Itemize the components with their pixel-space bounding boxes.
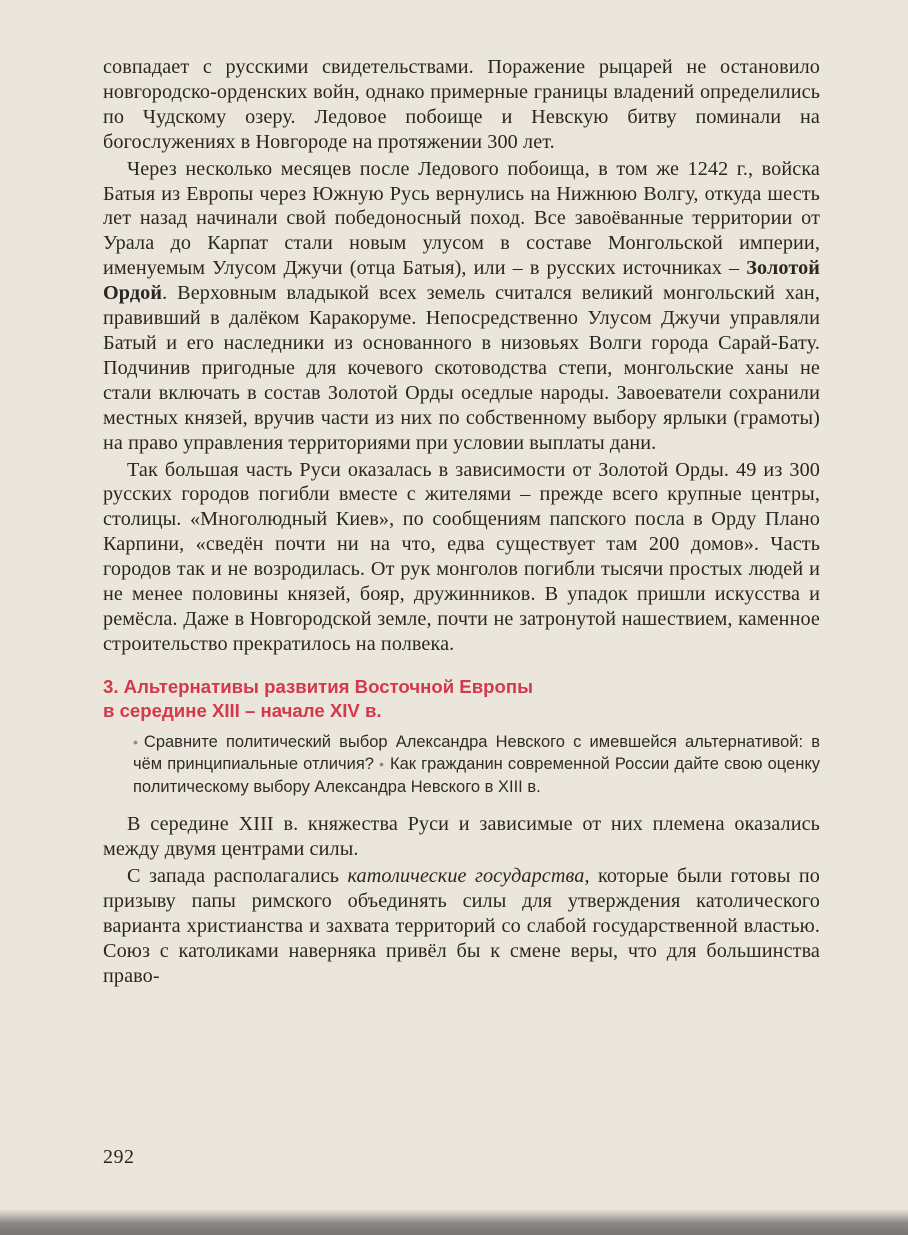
body-paragraph <box>103 458 820 657</box>
task-item: Как гражданин современной России дайте свою оценку политическому выбору Александра Невского в XIII в. <box>133 755 820 796</box>
paragraphs-before <box>103 55 820 657</box>
section-heading-line-2: в середине XIII – начале XIV в. <box>103 699 382 721</box>
paragraph-text: Так большая часть Руси оказалась в зависимости от Золотой Орды. 49 из 300 русских городов погибли вместе с жителями – прежде всего крупные центры, столицы. «Многолюдный Киев», по сообщениям папского посла в Орду Плано Карпини, «сведён почти ни на что, едва существует там 200 домов». Часть городов так и не возродилась. От рук монголов погибли тысячи простых людей и не менее половины князей, бояр, дружинников. В упадок пришли искусства и ремёсла. Даже в Новгородской земле, почти не затронутой нашествием, каменное строительство прекратилось на полвека. <box>103 458 820 655</box>
paragraph-text: совпадает с русскими свидетельствами. Поражение рыцарей не остановило новгородско-орденских войн, однако примерные границы владений определились по Чудскому озеру. Ледовое побоище и Невскую битву поминали на богослужениях в Новгороде на протяжении 300 лет. <box>103 56 820 153</box>
body-paragraph <box>103 864 820 989</box>
body-paragraph <box>103 157 820 456</box>
paragraph-text: В середине XIII в. княжества Руси и зависимые от них племена оказались между двумя центрами силы. <box>103 813 820 861</box>
italic-term: католические государства <box>347 865 585 888</box>
section-heading <box>103 675 820 723</box>
page-content <box>103 55 820 989</box>
paragraph-text: , которые были готовы по призыву папы римского объединять силы для утверждения католического варианта христианства и захвата территорий со слабой государственной властью. Союз с католиками наверняка привёл бы к смене веры, что для большинства право- <box>103 865 820 987</box>
tasks-block <box>103 731 820 799</box>
paragraphs-after <box>103 812 820 988</box>
page-number: 292 <box>103 1146 135 1168</box>
paragraph-text: С запада располагались <box>127 865 348 888</box>
paragraph-text: Через несколько месяцев после Ледового побоища, в том же 1242 г., войска Батыя из Европы через Южную Русь вернулись на Нижнюю Волгу, откуда шесть лет назад начинали свой победоносный поход. Все завоёванные территории от Урала до Карпат стали новым улусом в составе Монгольской империи, именуемым Улусом Джучи (отца Батыя), или – в русских источниках – <box>103 157 820 280</box>
page-bottom-shadow <box>0 1209 908 1235</box>
paragraph-text: . Верховным владыкой всех земель считался великий монгольский хан, правивший в далёком Каракоруме. Непосредственно Улусом Джучи управляли Батый и его наследники из основанного в низовьях Волги города Сарай-Бату. Подчинив пригодные для кочевого скотоводства степи, монгольские ханы не стали включать в состав Золотой Орды оседлые народы. Завоеватели сохранили местных князей, вручив части из них по собственному выбору ярлыки (грамоты) на право управления территориями при условии выплаты дани. <box>103 282 820 454</box>
task-item: Сравните политический выбор Александра Невского с имевшейся альтернативой: в чём принципиальные отличия? <box>133 732 820 774</box>
bold-term: Золотой Ордой <box>103 257 820 305</box>
body-paragraph <box>103 812 820 862</box>
bullet-icon: • <box>379 756 384 773</box>
section-heading-line-1: 3. Альтернативы развития Восточной Европы <box>103 675 533 697</box>
bullet-icon: • <box>133 733 138 750</box>
body-paragraph <box>103 55 820 155</box>
